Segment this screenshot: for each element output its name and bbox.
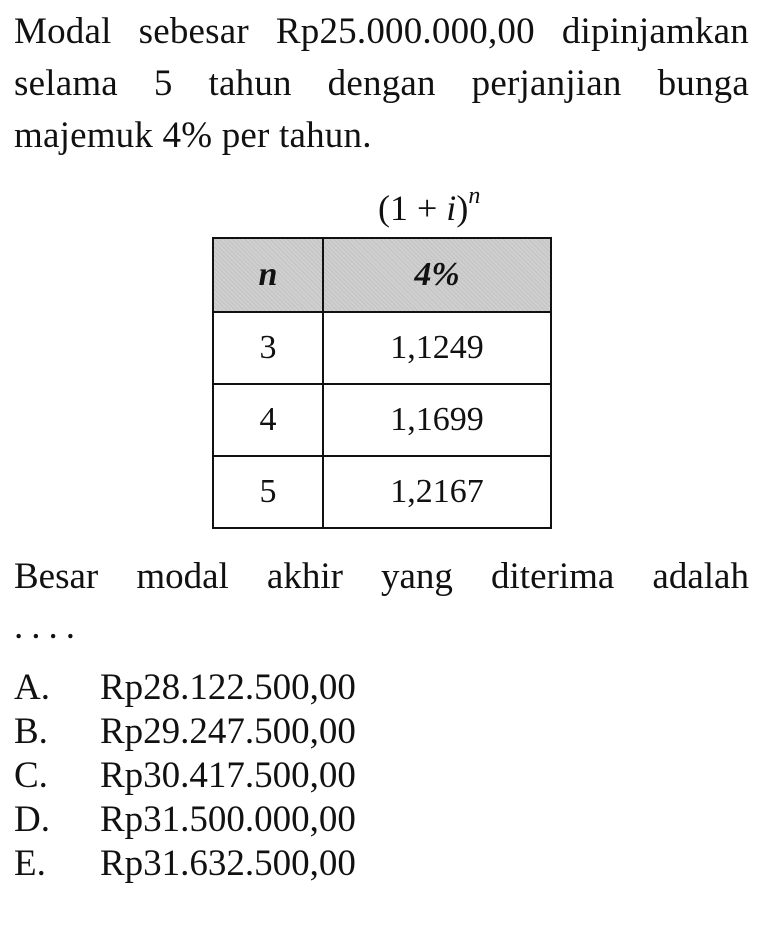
prompt-word: yang [381, 556, 453, 597]
formula-variable: i [446, 188, 457, 228]
option-b[interactable] [14, 710, 356, 754]
option-c[interactable] [14, 754, 356, 798]
option-text: Rp31.500.000,00 [100, 799, 356, 840]
table-row [213, 456, 551, 528]
cell-n: 5 [213, 456, 323, 528]
prompt-word: Besar [14, 556, 99, 597]
answer-options [14, 666, 356, 886]
option-letter: D. [14, 799, 50, 840]
cell-factor: 1,1699 [323, 384, 551, 456]
option-letter: E. [14, 843, 46, 884]
prompt-word: diterima [491, 556, 615, 597]
option-text: Rp30.417.500,00 [100, 755, 356, 796]
formula-exponent: n [468, 183, 481, 209]
prompt-ellipsis: .... [14, 606, 83, 647]
option-letter: C. [14, 755, 48, 796]
option-text: Rp29.247.500,00 [100, 711, 356, 752]
header-n: n [213, 238, 323, 312]
option-e[interactable] [14, 842, 356, 886]
formula [378, 180, 480, 228]
prompt-line [14, 552, 749, 602]
option-text: Rp28.122.500,00 [100, 667, 356, 708]
question-text: Modal sebesar Rp25.000.000,00 dipinjamkan selama 5 tahun dengan perjanjian bunga majemuk 4% per tahun. [14, 11, 749, 156]
cell-factor: 1,1249 [323, 312, 551, 384]
prompt-word: akhir [266, 556, 343, 597]
option-a[interactable] [14, 666, 356, 710]
table-row [213, 312, 551, 384]
formula-close: ) [456, 188, 469, 228]
prompt-word: modal [136, 556, 229, 597]
prompt [14, 552, 749, 652]
header-rate: 4% [323, 238, 551, 312]
option-letter: B. [14, 711, 48, 752]
cell-n: 4 [213, 384, 323, 456]
option-text: Rp31.632.500,00 [100, 843, 356, 884]
table-header-row [213, 238, 551, 312]
cell-n: 3 [213, 312, 323, 384]
interest-factor-table [212, 237, 552, 529]
formula-open: (1 + [378, 188, 447, 228]
prompt-word: adalah [652, 556, 749, 597]
table-row [213, 384, 551, 456]
cell-factor: 1,2167 [323, 456, 551, 528]
option-d[interactable] [14, 798, 356, 842]
option-letter: A. [14, 667, 50, 708]
